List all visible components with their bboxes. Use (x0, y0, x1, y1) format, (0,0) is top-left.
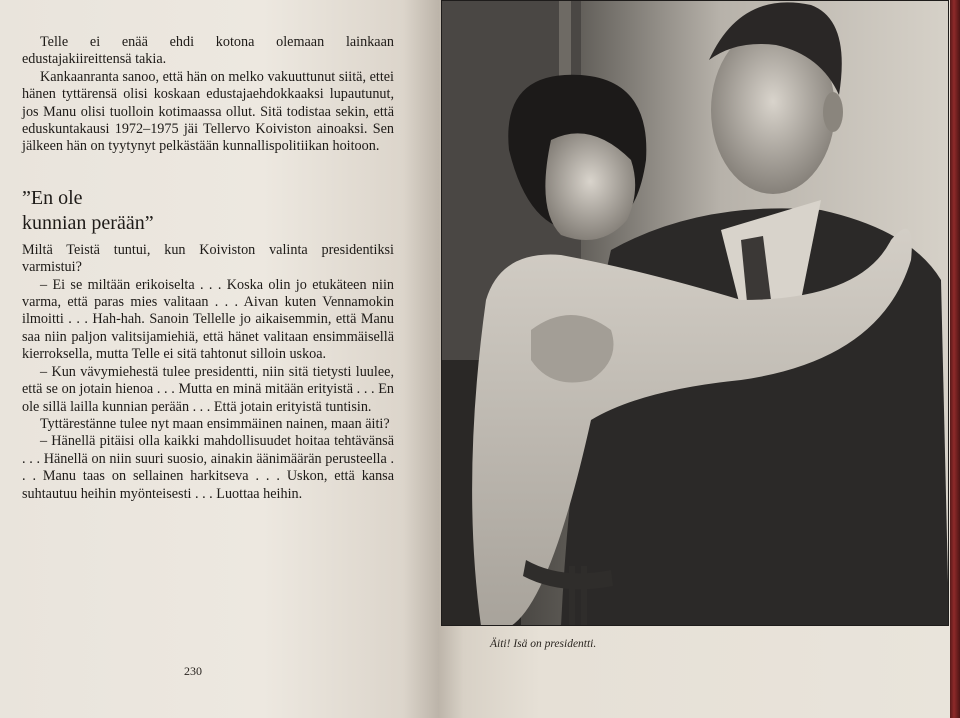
book-cover-edge (950, 0, 960, 718)
page-number: 230 (184, 664, 202, 678)
photo-illustration (441, 0, 949, 626)
section-heading-line: ”En ole (22, 186, 83, 209)
section-heading (22, 186, 394, 236)
interview-answer: – Kun vävymiehestä tulee presidentti, niin sitä tietysti luulee, että se on jotain hienoa . . . Mutta en minä mitään erityistä . . . En ole sillä lailla kunnian perään . . . Että jotain erityistä tuntisin. (22, 363, 394, 415)
interview-question: Tyttärestänne tulee nyt maan ensimmäinen nainen, maan äiti? (40, 415, 390, 432)
left-page (0, 0, 438, 718)
photo-caption: Äiti! Isä on presidentti. (490, 638, 597, 650)
interview-answer: – Ei se miltään erikoiselta . . . Koska olin jo etukäteen niin varma, että paras mies valitaan . . . Aivan kuten Vennamokin ilmoitti . . . Hah-hah. Sanoin Tellelle jo aikaisemmin, että Manu saa niin paljon valitsijamiehiä, että hänet valitaan ensimmäisellä kierroksella, mutta Telle ei sitä tahtonut silloin uskoa. (22, 276, 394, 363)
photograph (441, 0, 949, 626)
interview-question: Miltä Teistä tuntui, kun Koiviston valinta presidentiksi varmistui? (22, 241, 394, 276)
paragraph: Kankaanranta sanoo, että hän on melko vakuuttunut siitä, ettei hänen tyttärensä olisi koskaan edustajaehdokkaaksi lupautunut, jos Manu olisi tuolloin kotimaassa ollut. Sitä todistaa sekin, että eduskuntakausi 1972–1975 jäi Tellervo Koiviston ainoaksi. Sen jälkeen hän on tyytynyt pelkästään kunnallispolitiikan hoitoon. (22, 68, 394, 155)
section-heading-line: kunnian perään” (22, 211, 154, 234)
article-text-column (22, 34, 394, 503)
interview-answer: – Hänellä pitäisi olla kaikki mahdollisuudet hoitaa tehtävänsä . . . Hänellä on niin suuri suosio, ainakin äänimäärän perusteella . . . Manu taas on sellainen harkitseva . . . Uskon, että kansa suhtautuu heihin myönteisesti . . . Luottaa heihin. (22, 433, 394, 502)
paragraph: Telle ei enää ehdi kotona olemaan lainkaan edustajakiireittensä takia. (22, 34, 394, 68)
